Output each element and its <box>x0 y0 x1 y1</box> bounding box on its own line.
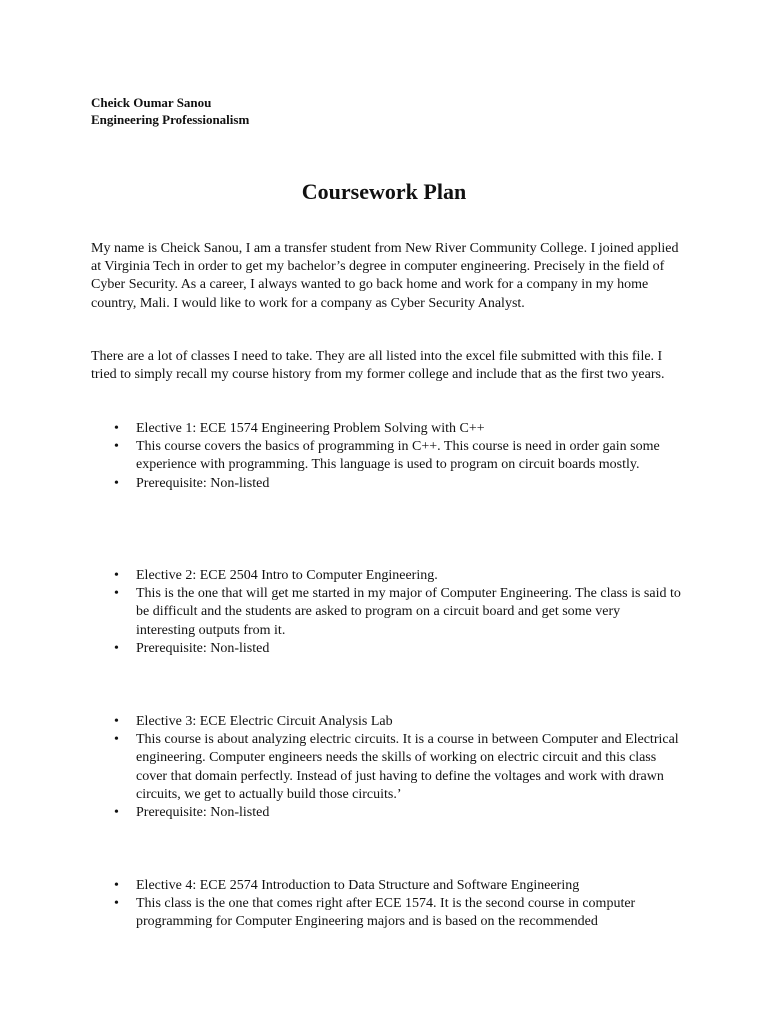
elective-4-title <box>114 877 681 895</box>
list-item-text: This is the one that will get me started in my major of Computer Engineering. The class is said to be difficult and the students are asked to program on a circuit board and get some very interesting outputs from it. <box>136 586 681 638</box>
list-item-text: This class is the one that comes right after ECE 1574. It is the second course in computer programming for Computer Engineering majors and is based on the recommended <box>136 896 636 930</box>
elective-2-list <box>114 567 681 658</box>
elective-4-list <box>114 877 681 932</box>
course-name: Engineering Professionalism <box>91 112 250 127</box>
elective-1-description <box>114 438 681 474</box>
list-item-text: This course covers the basics of programming in C++. This course is need in order gain some experience with programming. This language is used to program on circuit boards mostly. <box>136 439 660 473</box>
list-item-text: This course is about analyzing electric circuits. It is a course in between Computer and Electrical engineering. Computer engineers needs the skills of working on electric circuit and this class cover that domain perfectly. Instead of just having to define the voltages and work with drawn circuits, we get to actually build those circuits.’ <box>136 732 679 802</box>
elective-3-prerequisite <box>114 804 681 822</box>
document-title: Coursework Plan <box>301 179 467 204</box>
elective-2-title <box>114 567 681 585</box>
elective-3-title <box>114 713 681 731</box>
elective-3-description <box>114 731 681 804</box>
bullet-icon: • <box>114 805 119 821</box>
elective-1-prerequisite <box>114 475 681 493</box>
list-item-text: Prerequisite: Non-listed <box>136 640 270 656</box>
author-name: Cheick Oumar Sanou <box>91 95 212 110</box>
list-item-text: Elective 2: ECE 2504 Intro to Computer Engineering. <box>136 568 438 583</box>
bullet-icon: • <box>114 732 119 748</box>
bullet-icon: • <box>114 568 119 583</box>
bullet-icon: • <box>114 714 119 729</box>
list-item-text: Prerequisite: Non-listed <box>136 805 270 821</box>
bullet-icon: • <box>114 421 119 436</box>
bullet-icon: • <box>114 586 119 602</box>
list-item-text: Elective 1: ECE 1574 Engineering Problem Solving with C++ <box>136 421 485 436</box>
list-item-text: Prerequisite: Non-listed <box>136 475 270 491</box>
intro-paragraph: My name is Cheick Sanou, I am a transfer student from New River Community College. I joined applied at Virginia Tech in order to get my bachelor’s degree in computer engineering. Precisely in the field of Cyber Security. As a career, I always wanted to go back home and work for a company in my home country, Mali. I would like to work for a company as Cyber Security Analyst. <box>91 241 679 311</box>
elective-2-description <box>114 585 681 640</box>
document-header <box>91 94 249 128</box>
elective-3-list <box>114 713 681 822</box>
elective-1-title <box>114 420 681 438</box>
bullet-icon: • <box>114 896 119 912</box>
bullet-icon: • <box>114 878 119 893</box>
list-item-text: Elective 4: ECE 2574 Introduction to Data Structure and Software Engineering <box>136 878 580 893</box>
bullet-icon: • <box>114 439 119 455</box>
elective-2-prerequisite <box>114 640 681 658</box>
bullet-icon: • <box>114 640 119 656</box>
bullet-icon: • <box>114 475 119 491</box>
elective-4-description <box>114 895 681 931</box>
classes-paragraph: There are a lot of classes I need to take. They are all listed into the excel file submitted with this file. I tried to simply recall my course history from my former college and include that as the first two years. <box>91 349 665 383</box>
elective-1-list <box>114 420 681 493</box>
list-item-text: Elective 3: ECE Electric Circuit Analysis Lab <box>136 714 393 729</box>
